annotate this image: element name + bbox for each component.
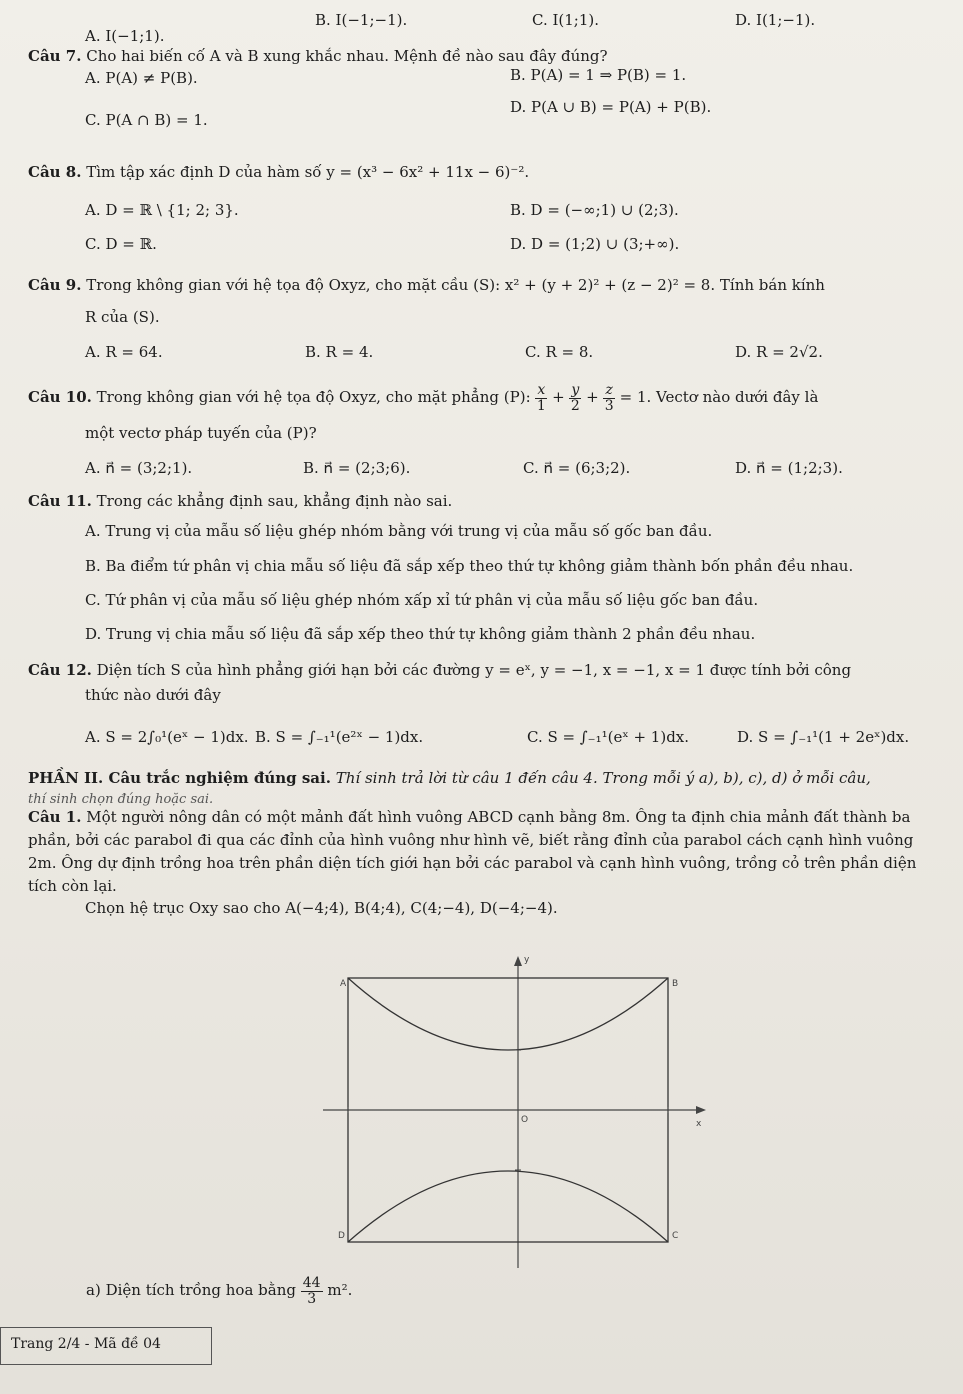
q9-label: Câu 9. [28,276,82,294]
vertex-b-label: B [672,979,679,989]
q6-option-b[interactable]: B. I(−1;−1). [315,11,408,29]
q9-stem-cont: R của (S). [85,308,160,326]
q9-stem [28,275,825,295]
q9-option-d[interactable]: D. R = 2√2. [735,343,823,361]
y-axis-label: y [524,955,530,965]
q7-label: Câu 7. [28,47,82,65]
q8-option-a[interactable]: A. D = ℝ \ {1; 2; 3}. [85,201,239,219]
part2-header [28,768,871,788]
q11-option-b[interactable]: B. Ba điểm tứ phân vị chia mẫu số liệu đã sắp xếp theo thứ tự không giảm thành bốn phần đều nhau. [85,557,854,575]
q8-label: Câu 8. [28,163,82,181]
p2q1-a-fraction: $\frac{44}{3}$ [302,1274,321,1307]
parabola-figure [318,950,718,1275]
x-axis-label: x [696,1119,702,1129]
q6-option-d[interactable]: D. I(1;−1). [735,11,816,29]
page-footer: Trang 2/4 - Mã đề 04 [0,1327,212,1365]
p2q1-label: Câu 1. [28,808,82,826]
q12-label: Câu 12. [28,661,92,679]
y-axis-arrow [514,956,522,966]
q10-text-pre: Trong không gian với hệ tọa độ Oxyz, cho mặt phẳng (P): [96,388,531,406]
q11-option-a[interactable]: A. Trung vị của mẫu số liệu ghép nhóm bằng với trung vị của mẫu số gốc ban đầu. [85,522,713,540]
q10-label: Câu 10. [28,388,92,406]
q7-option-c[interactable]: C. P(A ∩ B) = 1. [85,111,208,129]
part2-heading: PHẦN II. Câu trắc nghiệm đúng sai. [28,769,331,787]
q12-text: Diện tích S của hình phẳng giới hạn bởi các đường y = eˣ, y = −1, x = −1, x = 1 được tính bởi công [96,661,852,679]
q7-option-d[interactable]: D. P(A ∪ B) = P(A) + P(B). [510,98,712,116]
q11-stem [28,491,452,511]
q12-stem-cont: thức nào dưới đây [85,686,221,704]
q7-option-b[interactable]: B. P(A) = 1 ⇒ P(B) = 1. [510,66,687,84]
q12-stem [28,660,851,680]
q9-option-c[interactable]: C. R = 8. [525,343,594,361]
q10-fraction-z: $\frac{z}{3}$ [604,381,614,414]
q6-option-c[interactable]: C. I(1;1). [532,11,600,29]
q12-option-d[interactable]: D. S = ∫₋₁¹(1 + 2eˣ)dx. [737,728,910,746]
q9-option-a[interactable]: A. R = 64. [85,343,163,361]
q10-option-a[interactable]: A. n⃗ = (3;2;1). [85,459,193,477]
p2q1-statement-a[interactable] [86,1272,352,1308]
q8-option-d[interactable]: D. D = (1;2) ∪ (3;+∞). [510,235,680,253]
q10-option-b[interactable]: B. n⃗ = (2;3;6). [303,459,411,477]
vertex-d-label: D [338,1231,345,1241]
q10-stem-cont: một vectơ pháp tuyến của (P)? [85,424,317,442]
part2-instructions: Thí sinh trả lời từ câu 1 đến câu 4. Trong mỗi ý a), b), c), d) ở mỗi câu, [335,769,871,787]
p2q1-stem [28,806,928,898]
q12-option-a[interactable]: A. S = 2∫₀¹(eˣ − 1)dx. [85,728,249,746]
bottom-parabola [348,1171,668,1242]
q10-option-d[interactable]: D. n⃗ = (1;2;3). [735,459,843,477]
p2q1-coordinates: Chọn hệ trục Oxy sao cho A(−4;4), B(4;4), C(4;−4), D(−4;−4). [85,899,558,917]
q7-option-a[interactable]: A. P(A) ≠ P(B). [85,69,198,87]
q10-text-post: = 1. Vectơ nào dưới đây là [619,388,819,406]
part2-instructions-cont: thí sinh chọn đúng hoặc sai. [28,792,214,807]
q11-label: Câu 11. [28,492,92,510]
q12-option-c[interactable]: C. S = ∫₋₁¹(eˣ + 1)dx. [527,728,690,746]
top-parabola [348,978,668,1050]
q11-option-c[interactable]: C. Tứ phân vị của mẫu số liệu ghép nhóm xấp xỉ tứ phân vị của mẫu số liệu gốc ban đầu. [85,591,759,609]
q12-option-b[interactable]: B. S = ∫₋₁¹(e²ˣ − 1)dx. [255,728,424,746]
p2q1-text: Một người nông dân có một mảnh đất hình vuông ABCD cạnh bằng 8m. Ông ta định chia mảnh đất thành ba phần, bởi các parabol đi qua các đỉnh của hình vuông như hình vẽ, biết rằng đỉnh của parabol cách cạnh hình vuông 2m. Ông dự định trồng hoa trên phần diện tích giới hạn bởi các parabol và cạnh hình vuông, trồng cỏ trên phần diện tích còn lại. [28,808,917,895]
q6-option-a[interactable]: A. I(−1;1). [85,27,165,45]
q11-text: Trong các khẳng định sau, khẳng định nào sai. [96,492,453,510]
x-axis-arrow [696,1106,706,1114]
q8-text: Tìm tập xác định D của hàm số y = (x³ − 6x² + 11x − 6)⁻². [86,163,530,181]
q7-text: Cho hai biến cố A và B xung khắc nhau. Mệnh đề nào sau đây đúng? [86,47,608,65]
q10-stem: Câu 10. Trong không gian với hệ tọa độ Oxyz, cho mặt phẳng (P): $\frac{x}{1}$ + $\frac{y}{2}$ + $\frac{z}{3}$ = 1. Vectơ nào dưới đây là [28,381,819,414]
q9-text: Trong không gian với hệ tọa độ Oxyz, cho mặt cầu (S): x² + (y + 2)² + (z − 2)² = 8. Tính bán kính [86,276,825,294]
q10-fraction-y: $\frac{y}{2}$ [570,381,580,414]
p2q1-a-unit: m². [327,1281,353,1299]
q8-stem [28,162,529,182]
q8-option-c[interactable]: C. D = ℝ. [85,235,157,253]
q11-option-d[interactable]: D. Trung vị chia mẫu số liệu đã sắp xếp theo thứ tự không giảm thành 2 phần đều nhau. [85,625,756,643]
p2q1-a-text: a) Diện tích trồng hoa bằng [86,1281,296,1299]
q7-stem [28,46,608,66]
q10-option-c[interactable]: C. n⃗ = (6;3;2). [523,459,631,477]
q10-fraction-x: $\frac{x}{1}$ [536,381,546,414]
origin-label: O [521,1115,529,1125]
q8-option-b[interactable]: B. D = (−∞;1) ∪ (2;3). [510,201,679,219]
vertex-c-label: C [672,1231,679,1241]
vertex-a-label: A [340,979,347,989]
q9-option-b[interactable]: B. R = 4. [305,343,374,361]
